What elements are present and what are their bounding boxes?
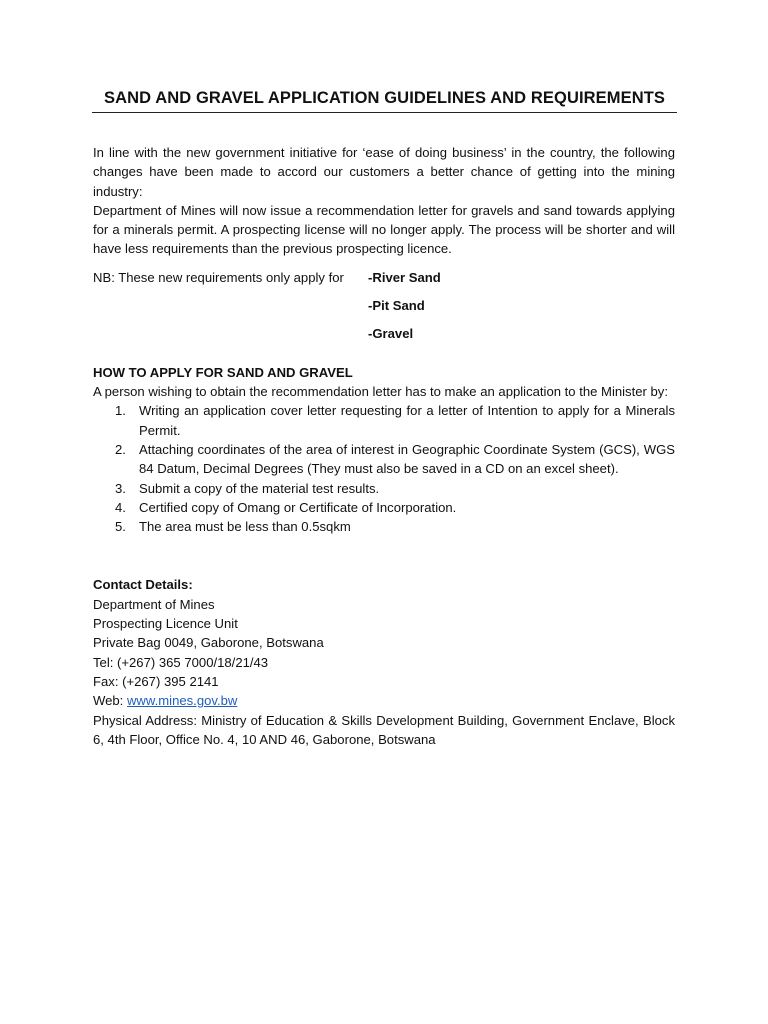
contact-web bbox=[93, 691, 675, 710]
list-item bbox=[93, 401, 675, 440]
nb-text: NB: These new requirements only apply for bbox=[93, 269, 344, 285]
nb-item-pit-sand: -Pit Sand bbox=[368, 297, 425, 313]
contact-unit: Prospecting Licence Unit bbox=[93, 616, 238, 632]
list-item bbox=[93, 479, 675, 498]
how-to-apply-heading: HOW TO APPLY FOR SAND AND GRAVEL bbox=[93, 364, 353, 380]
document-title: SAND AND GRAVEL APPLICATION GUIDELINES AND REQUIREMENTS bbox=[103, 89, 666, 107]
step-number: 4. bbox=[115, 499, 126, 515]
how-to-apply-intro: A person wishing to obtain the recommendation letter has to make an application to the Minister by: bbox=[93, 384, 668, 400]
list-item bbox=[93, 517, 675, 536]
website-link[interactable]: www.mines.gov.bw bbox=[126, 693, 238, 709]
web-label: Web: bbox=[93, 693, 127, 709]
list-item bbox=[93, 498, 675, 517]
step-text: Attaching coordinates of the area of interest in Geographic Coordinate System (GCS), WGS 84 Datum, Decimal Degrees (They must also be saved in a CD on an excel sheet). bbox=[139, 441, 675, 477]
contact-tel: Tel: (+267) 365 7000/18/21/43 bbox=[93, 654, 269, 670]
contact-physical-address: Physical Address: Ministry of Education & Skills Development Building, Government Enclave, Block 6, 4th Floor, Office No. 4, 10 AND 46, Gaborone, Botswana bbox=[93, 712, 675, 747]
title-block bbox=[92, 89, 677, 113]
nb-item-gravel: -Gravel bbox=[368, 325, 414, 341]
nb-extra-row bbox=[93, 315, 675, 343]
step-text: Submit a copy of the material test results. bbox=[139, 480, 380, 496]
step-number: 2. bbox=[115, 441, 126, 457]
department-paragraph: Department of Mines will now issue a recommendation letter for gravels and sand towards applying for a minerals permit. A prospecting license will no longer apply. The process will be shorter and will have less requirements than the previous prospecting licence. bbox=[93, 202, 675, 257]
step-number: 5. bbox=[115, 519, 126, 535]
step-text: Writing an application cover letter requesting for a letter of Intention to apply for a Minerals Permit. bbox=[139, 403, 675, 438]
nb-extra-row bbox=[93, 287, 675, 315]
nb-note bbox=[93, 268, 675, 287]
nb-item-river-sand: -River Sand bbox=[368, 269, 441, 285]
step-text: The area must be less than 0.5sqkm bbox=[139, 519, 351, 535]
contact-details bbox=[93, 575, 675, 749]
step-text: Certified copy of Omang or Certificate of Incorporation. bbox=[139, 499, 457, 515]
contact-department: Department of Mines bbox=[93, 596, 215, 612]
steps-list bbox=[93, 401, 675, 536]
step-number: 1. bbox=[115, 403, 126, 419]
list-item bbox=[93, 440, 675, 479]
contact-postal-address: Private Bag 0049, Gaborone, Botswana bbox=[93, 635, 324, 651]
intro-paragraph: In line with the new government initiative for ‘ease of doing business’ in the country, the following changes have been made to accord our customers a better chance of getting into the mining industry: bbox=[93, 145, 675, 199]
contact-fax: Fax: (+267) 395 2141 bbox=[93, 673, 219, 689]
step-number: 3. bbox=[115, 480, 126, 496]
contact-heading: Contact Details: bbox=[93, 577, 193, 593]
document-body bbox=[93, 143, 675, 749]
